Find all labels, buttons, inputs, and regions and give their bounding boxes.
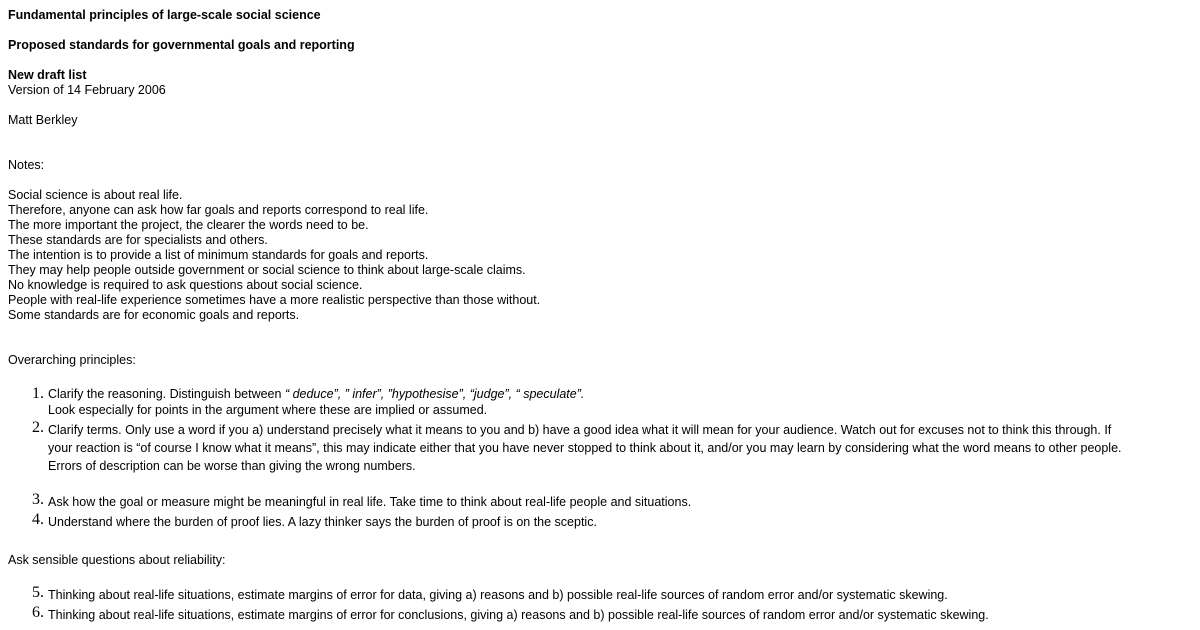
notes-heading: Notes:: [8, 158, 45, 172]
list-item: [8, 584, 1188, 604]
notes-line: The intention is to provide a list of minimum standards for goals and reports.: [8, 248, 429, 262]
list-item: [8, 385, 1188, 418]
notes-line: The more important the project, the clearer the words need to be.: [8, 218, 369, 232]
item-terms: “ deduce”, ” infer”, ”hypothesise”, “judge”, “ speculate”.: [284, 387, 585, 401]
item-text: Understand where the burden of proof lies. A lazy thinker says the burden of proof is on the sceptic.: [48, 515, 597, 529]
document-title: Fundamental principles of large-scale social science: [8, 8, 321, 22]
document-subtitle: Proposed standards for governmental goals and reporting: [8, 38, 355, 52]
notes-line: These standards are for specialists and others.: [8, 233, 268, 247]
item-text: Errors of description can be worse than giving the wrong numbers.: [48, 459, 416, 473]
item-number: 2.: [32, 419, 44, 436]
list-item: [8, 604, 1188, 624]
item-text: Clarify terms. Only use a word if you a) understand precisely what it means to you and b) have a good idea what it will mean for your audience. Watch out for excuses not to think this through. If: [48, 423, 1112, 437]
item-text: your reaction is “of course I know what it means”, this may indicate either that you have never stopped to think about it, and/or you may learn by considering what the word means to other people.: [48, 441, 1122, 455]
list-item: [8, 419, 1188, 475]
author-name: Matt Berkley: [8, 113, 78, 127]
reliability-list: [8, 584, 1200, 624]
item-text: Thinking about real-life situations, estimate margins of error for data, giving a) reasons and b) possible real-life sources of random error and/or systematic skewing.: [48, 588, 948, 602]
draft-label: New draft list: [8, 68, 87, 82]
list-item: [8, 491, 1188, 511]
version-line: Version of 14 February 2006: [8, 83, 166, 97]
notes-line: Therefore, anyone can ask how far goals and reports correspond to real life.: [8, 203, 429, 217]
overarching-list: [8, 385, 1200, 531]
item-number: 5.: [32, 584, 44, 601]
item-number: 3.: [32, 491, 44, 508]
list-item: [8, 511, 1188, 531]
reliability-heading: Ask sensible questions about reliability:: [8, 553, 226, 567]
item-text: Ask how the goal or measure might be meaningful in real life. Take time to think about real-life people and situations.: [48, 495, 692, 509]
item-number: 4.: [32, 511, 44, 528]
notes-line: Social science is about real life.: [8, 188, 183, 202]
notes-block: [8, 188, 1200, 323]
notes-line: They may help people outside government or social science to think about large-scale claims.: [8, 263, 526, 277]
item-text: Thinking about real-life situations, estimate margins of error for conclusions, giving a) reasons and b) possible real-life sources of random error and/or systematic skewing.: [48, 608, 989, 622]
item-number: 6.: [32, 604, 44, 621]
notes-line: People with real-life experience sometimes have a more realistic perspective than those without.: [8, 293, 541, 307]
item-number: 1.: [32, 385, 44, 402]
notes-line: Some standards are for economic goals and reports.: [8, 308, 300, 322]
notes-line: No knowledge is required to ask questions about social science.: [8, 278, 363, 292]
item-text: Look especially for points in the argument where these are implied or assumed.: [48, 403, 488, 417]
overarching-heading: Overarching principles:: [8, 353, 136, 367]
item-text: Clarify the reasoning. Distinguish between: [48, 387, 285, 401]
